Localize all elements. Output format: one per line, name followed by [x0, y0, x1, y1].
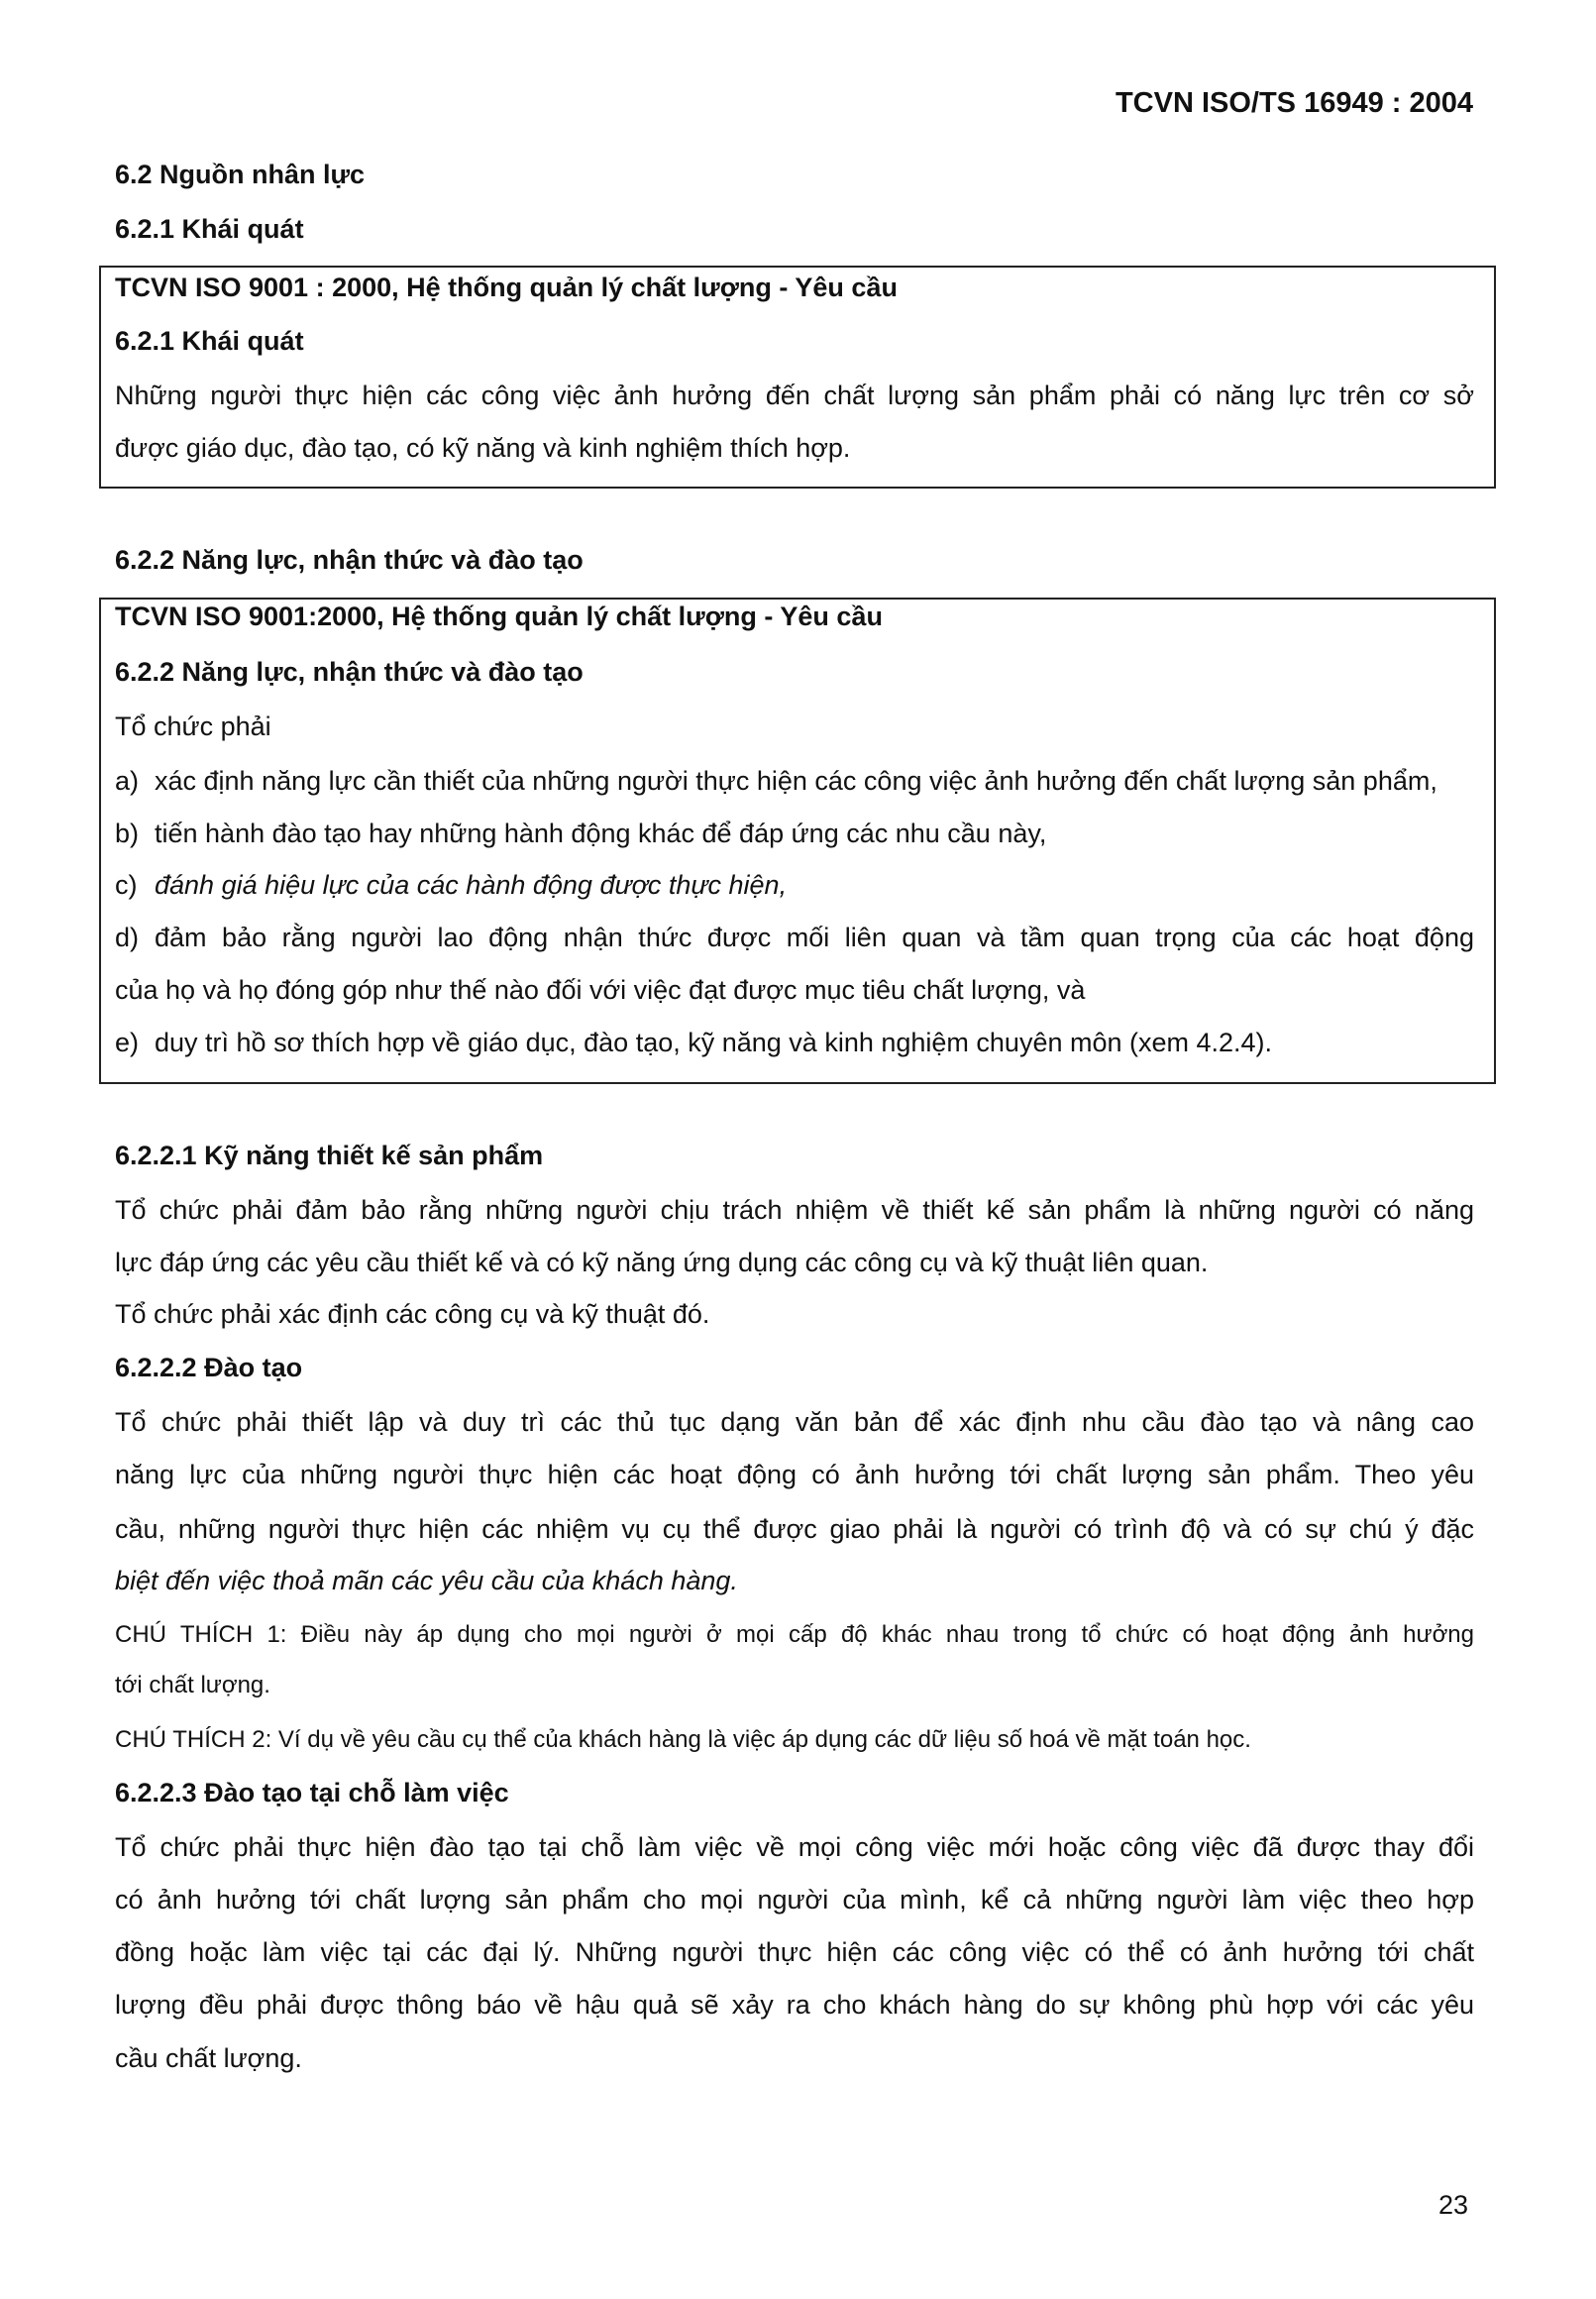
note-line: tới chất lượng. [115, 1672, 270, 1698]
item-text: đảm bảo rằng người lao động nhận thức được mối liên quan và tầm quan trọng của các hoạt động [155, 923, 1474, 952]
item-text: tiến hành đào tạo hay những hành động khác để đáp ứng các nhu cầu này, [155, 819, 1047, 848]
section-heading: 6.2.2.1 Kỹ năng thiết kế sản phẩm [115, 1141, 544, 1170]
paragraph-line: cầu, những người thực hiện các nhiệm vụ cụ thể được giao phải là người có trình độ và có sự chú ý đặc [115, 1514, 1474, 1544]
list-item [115, 761, 1437, 801]
section-heading: 6.2.2 Năng lực, nhận thức và đào tạo [115, 545, 584, 575]
paragraph-line: biệt đến việc thoả mãn các yêu cầu của khách hàng. [115, 1566, 738, 1595]
note-line: CHÚ THÍCH 2: Ví dụ về yêu cầu cụ thể của khách hàng là việc áp dụng các dữ liệu số hoá về mặt toán học. [115, 1726, 1251, 1753]
paragraph-line: năng lực của những người thực hiện các hoạt động có ảnh hưởng tới chất lượng sản phẩm. Theo yêu [115, 1460, 1474, 1489]
paragraph-line: Tổ chức phải đảm bảo rằng những người chịu trách nhiệm về thiết kế sản phẩm là những người có năng [115, 1195, 1474, 1225]
item-text: duy trì hồ sơ thích hợp về giáo dục, đào tạo, kỹ năng và kinh nghiệm chuyên môn (xem 4.2.4). [155, 1028, 1273, 1057]
item-text: đánh giá hiệu lực của các hành động được thực hiện, [155, 870, 788, 900]
paragraph-line: Tổ chức phải thiết lập và duy trì các thủ tục dạng văn bản để xác định nhu cầu đào tạo và nâng cao [115, 1407, 1474, 1437]
section-heading: 6.2.2.2 Đào tạo [115, 1353, 303, 1382]
list-item [115, 814, 1046, 853]
item-label: e) [115, 1028, 140, 1057]
document-header: TCVN ISO/TS 16949 : 2004 [1115, 87, 1473, 119]
paragraph-line: lực đáp ứng các yêu cầu thiết kế và có kỹ năng ứng dụng các công cụ và kỹ thuật liên quan. [115, 1248, 1209, 1277]
item-label: a) [115, 766, 140, 796]
box-title: TCVN ISO 9001:2000, Hệ thống quản lý chất lượng - Yêu cầu [115, 602, 883, 631]
paragraph-line: đồng hoặc làm việc tại các đại lý. Những người thực hiện các công việc có thể có ảnh hưởng tới chất [115, 1937, 1474, 1967]
paragraph-line: cầu chất lượng. [115, 2043, 302, 2073]
page-number: 23 [1438, 2190, 1469, 2220]
paragraph-line: có ảnh hưởng tới chất lượng sản phẩm cho mọi người của mình, kể cả những người làm việc theo hợp [115, 1885, 1474, 1915]
list-item [115, 865, 787, 905]
paragraph-line: Tổ chức phải xác định các công cụ và kỹ thuật đó. [115, 1299, 710, 1329]
box-title: TCVN ISO 9001 : 2000, Hệ thống quản lý chất lượng - Yêu cầu [115, 273, 898, 302]
box-intro: Tổ chức phải [115, 712, 271, 741]
paragraph-line: được giáo dục, đào tạo, có kỹ năng và kinh nghiệm thích hợp. [115, 433, 851, 463]
section-heading: 6.2 Nguồn nhân lực [115, 160, 366, 189]
box-heading: 6.2.2 Năng lực, nhận thức và đào tạo [115, 657, 584, 687]
list-item [115, 1023, 1272, 1062]
section-heading: 6.2.2.3 Đào tạo tại chỗ làm việc [115, 1778, 509, 1807]
paragraph-line: Tổ chức phải thực hiện đào tạo tại chỗ làm việc về mọi công việc mới hoặc công việc đã được thay đổi [115, 1832, 1474, 1862]
box-heading: 6.2.1 Khái quát [115, 326, 304, 356]
item-label: c) [115, 870, 138, 900]
item-label: d) [115, 923, 140, 952]
section-heading: 6.2.1 Khái quát [115, 214, 304, 244]
paragraph-line: Những người thực hiện các công việc ảnh hưởng đến chất lượng sản phẩm phải có năng lực trên cơ sở [115, 381, 1474, 410]
item-label: b) [115, 819, 140, 848]
note-line: CHÚ THÍCH 1: Điều này áp dụng cho mọi người ở mọi cấp độ khác nhau trong tổ chức có hoạt động ảnh hưởng [115, 1621, 1474, 1648]
paragraph-line: lượng đều phải được thông báo về hậu quả sẽ xảy ra cho khách hàng do sự không phù hợp với các yêu [115, 1990, 1474, 2020]
list-item [115, 918, 1474, 957]
list-item-continuation: của họ và họ đóng góp như thế nào đối với việc đạt được mục tiêu chất lượng, và [115, 975, 1086, 1005]
item-text: xác định năng lực cần thiết của những người thực hiện các công việc ảnh hưởng đến chất lượng sản phẩm, [155, 766, 1437, 796]
